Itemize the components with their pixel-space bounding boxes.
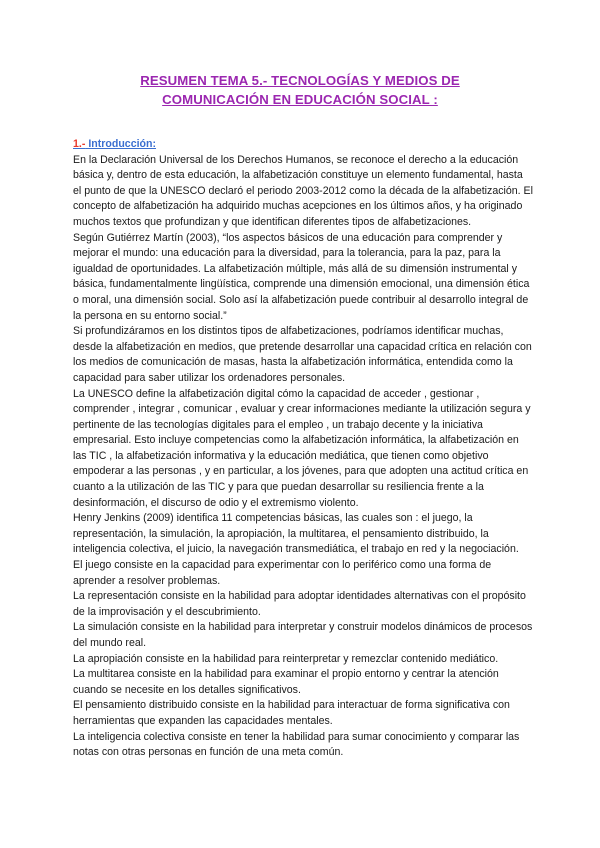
paragraph-collective-intelligence: La inteligencia colectiva consiste en tener la habilidad para sumar conocimiento y comparar las notas con otras personas en función de una meta común.: [73, 730, 520, 759]
paragraph-performance: La representación consiste en la habilidad para adoptar identidades alternativas con el propósito de la improvisación y el descubrimiento.: [73, 590, 526, 618]
paragraph-jenkins-competencies: Henry Jenkins (2009) identifica 11 competencias básicas, las cuales son : el juego, la representación, la simulación, la apropiación, la multitarea, el pensamiento distribuido, la inteligencia colectiva, el juicio, la navegación transmediática, el trabajo en red y la negociación.: [73, 512, 519, 556]
paragraph-udhr: En la Declaración Universal de los Derechos Humanos, se reconoce el derecho a la educación básica y, dentro de esta educación, la alfabetización constituye un elemento fundamental, hasta el punto de que la UNESCO declaró el periodo 2003-2012 como la década de la alfabetización. El concepto de alfabetización ha adquirido muchas acepciones en los últimos años, y ha originado muchos textos que profundizan y que identifican diferentes tipos de alfabetizaciones.: [73, 153, 533, 228]
paragraph-gutierrez-quote: Según Gutiérrez Martín (2003), “los aspectos básicos de una educación para comprender y mejorar el mundo: una educación para la diversidad, para la tolerancia, para la paz, para la igualdad de oportunidades. La alfabetización múltiple, más allá de su dimensión instrumental y básica, fundamentalmente lingüística, comprende una dimensión emocional, una dimensión ética o moral, una dimensión social. Solo así la alfabetización puede contribuir al desarrollo integral de la persona en su entorno social.”: [73, 231, 530, 322]
paragraph-appropriation: La apropiación consiste en la habilidad para reinterpretar y remezclar contenido mediático.: [73, 652, 499, 665]
paragraph-unesco-definition: La UNESCO define la alfabetización digital cómo la capacidad de acceder , gestionar , comprender , integrar , comunicar , evaluar y crear informaciones mediante la utilización segura y pertinente de las tecnologías digitales para el empleo , un trabajo decente y la iniciativa empresarial. Esto incluye competencias como la alfabetización informática, la alfabetización en las TIC , la alfabetización informativa y la educación mediática, que tienen como objetivo empoderar a las personas , y en particular, a los jóvenes, para que adopten una actitud crítica en cuanto a la utilización de las TIC y para que puedan desarrollar su resiliencia frente a la desinformación, el discurso de odio y el extremismo violento.: [73, 387, 531, 509]
paragraph-simulation: La simulación consiste en la habilidad para interpretar y construir modelos dinámicos de procesos del mundo real.: [73, 621, 533, 649]
section-heading: [73, 137, 533, 153]
paragraph-play: El juego consiste en la capacidad para experimentar con lo periférico como una forma de aprender a resolver problemas.: [73, 559, 492, 587]
paragraph-distributed-cognition: El pensamiento distribuido consiste en la habilidad para interactuar de forma significativa con herramientas que expanden las capacidades mentales.: [73, 699, 510, 727]
title-line-1: RESUMEN TEMA 5.- TECNOLOGÍAS Y MEDIOS DE: [140, 73, 460, 88]
document-title: [60, 71, 540, 109]
document-body: [73, 137, 533, 761]
title-line-2: COMUNICACIÓN EN EDUCACIÓN SOCIAL :: [162, 92, 438, 107]
section-title: Introducción:: [85, 138, 156, 150]
section-number: 1.-: [73, 138, 86, 150]
paragraph-literacy-types: Si profundizáramos en los distintos tipos de alfabetizaciones, podríamos identificar muchas, desde la alfabetización en medios, que pretende desarrollar una capacidad crítica en relación con los medios de comunicación de masas, hasta la alfabetización informática, entendida como la capacidad para saber utilizar los ordenadores personales.: [73, 325, 532, 384]
paragraph-multitasking: La multitarea consiste en la habilidad para examinar el propio entorno y centrar la atención cuando se necesite en los detalles significativos.: [73, 668, 499, 696]
